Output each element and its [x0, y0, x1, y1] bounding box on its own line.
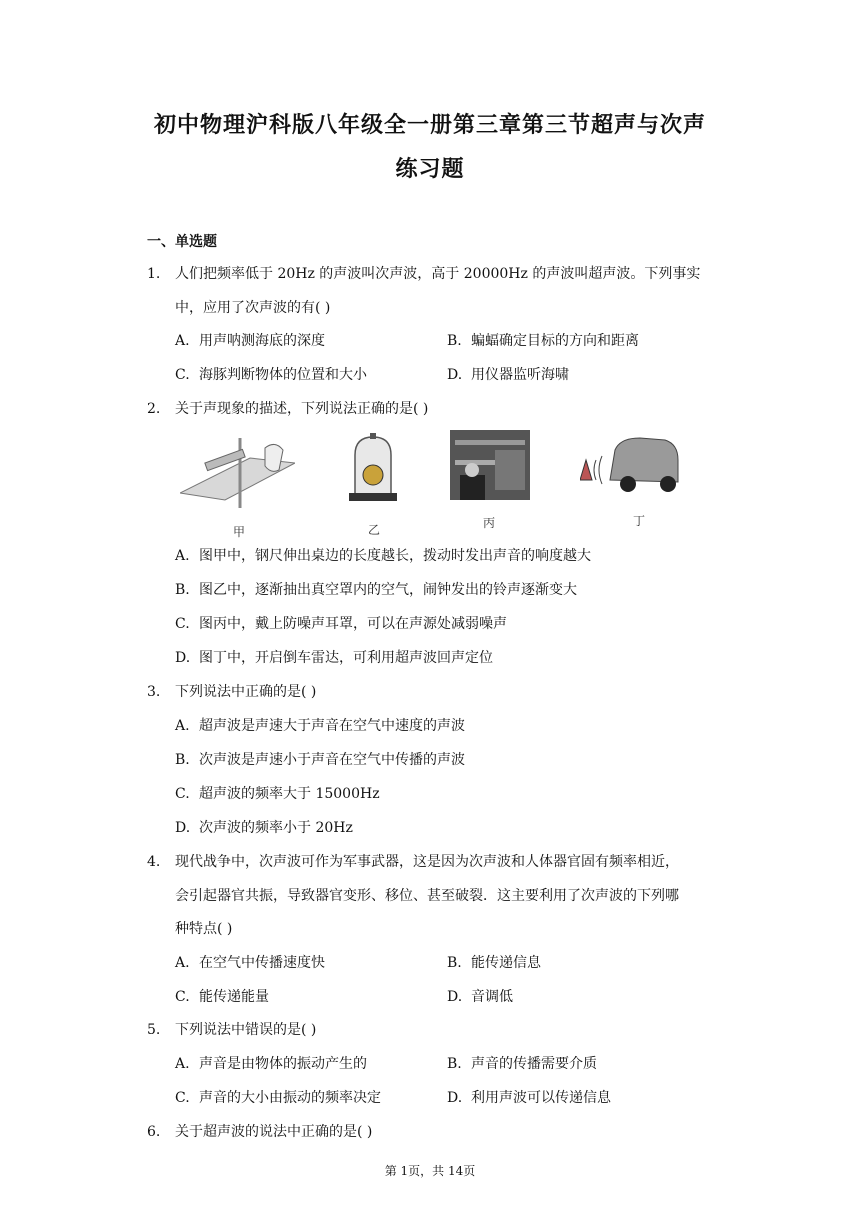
- question-text: 人们把频率低于 20Hz 的声波叫次声波，高于 20000Hz 的声波叫超声波。下列事实: [175, 266, 701, 282]
- option-text: 蝙蝠确定目标的方向和距离: [471, 333, 639, 349]
- page-footer: 第 1页，共 14页: [384, 1164, 476, 1178]
- option-text: 超声波的频率大于 15000Hz: [199, 786, 380, 802]
- option-letter: C.: [175, 367, 190, 383]
- option-c: [175, 365, 367, 385]
- figure-row: [175, 428, 695, 538]
- option-letter: A.: [175, 548, 190, 564]
- option-c: [175, 1088, 381, 1108]
- bell-jar-figure: [343, 433, 403, 503]
- option-a: [175, 1054, 367, 1074]
- option-b: [447, 331, 639, 351]
- option-letter: A.: [175, 1056, 190, 1072]
- option-text: 用声呐测海底的深度: [199, 333, 325, 349]
- option-letter: D.: [447, 1090, 463, 1106]
- option-text: 次声波是声速小于声音在空气中传播的声波: [199, 752, 465, 768]
- option-a: [175, 331, 325, 351]
- option-text: 能传递信息: [471, 955, 541, 971]
- option-letter: C.: [175, 1090, 190, 1106]
- option-d: [447, 987, 513, 1007]
- option-b: [175, 750, 465, 770]
- figure-label: 甲: [233, 525, 246, 539]
- option-letter: B.: [175, 752, 190, 768]
- figure-label: 丙: [483, 516, 496, 530]
- option-text: 图丁中，开启倒车雷达，可利用超声波回声定位: [199, 650, 493, 666]
- question-number: 2.: [147, 401, 161, 417]
- option-letter: A.: [175, 333, 190, 349]
- question-number: 5.: [147, 1022, 161, 1038]
- option-d: [175, 818, 353, 838]
- page-title-line2: 练习题: [395, 157, 465, 182]
- question-number: 4.: [147, 854, 161, 870]
- option-c: [175, 987, 269, 1007]
- option-a: [175, 716, 465, 736]
- option-a: [175, 953, 325, 973]
- question-number: 6.: [147, 1124, 161, 1140]
- question-number: 1.: [147, 266, 161, 282]
- option-text: 次声波的频率小于 20Hz: [199, 820, 353, 836]
- ruler-figure: [180, 438, 295, 508]
- option-b: [175, 580, 577, 600]
- option-text: 利用声波可以传递信息: [471, 1090, 611, 1106]
- option-text: 图乙中，逐渐抽出真空罩内的空气，闹钟发出的铃声逐渐变大: [199, 582, 577, 598]
- option-text: 用仪器监听海啸: [471, 367, 569, 383]
- question-text: 会引起器官共振，导致器官变形、移位、甚至破裂．这主要利用了次声波的下列哪: [175, 888, 679, 904]
- option-letter: D.: [447, 989, 463, 1005]
- option-text: 在空气中传播速度快: [199, 955, 325, 971]
- option-letter: C.: [175, 616, 190, 632]
- question-text: 下列说法中正确的是( ): [175, 684, 317, 700]
- option-text: 图甲中，钢尺伸出桌边的长度越长，拨动时发出声音的响度越大: [199, 548, 591, 564]
- option-d: [447, 365, 569, 385]
- section-heading: 一、单选题: [147, 234, 217, 250]
- car-figure: [580, 430, 680, 500]
- question-text: 关于声现象的描述，下列说法正确的是( ): [175, 401, 429, 417]
- option-text: 图丙中，戴上防噪声耳罩，可以在声源处减弱噪声: [199, 616, 507, 632]
- question-text: 关于超声波的说法中正确的是( ): [175, 1124, 373, 1140]
- option-text: 声音的传播需要介质: [471, 1056, 597, 1072]
- option-d: [175, 648, 493, 668]
- question-number: 3.: [147, 684, 161, 700]
- question-text: 现代战争中，次声波可作为军事武器，这是因为次声波和人体器官固有频率相近，: [175, 854, 679, 870]
- option-c: [175, 614, 507, 634]
- option-text: 声音的大小由振动的频率决定: [199, 1090, 381, 1106]
- option-letter: B.: [447, 1056, 462, 1072]
- option-letter: D.: [175, 820, 191, 836]
- option-text: 海豚判断物体的位置和大小: [199, 367, 367, 383]
- option-letter: A.: [175, 955, 190, 971]
- option-text: 超声波是声速大于声音在空气中速度的声波: [199, 718, 465, 734]
- option-b: [447, 1054, 597, 1074]
- option-a: [175, 546, 591, 566]
- option-letter: D.: [175, 650, 191, 666]
- question-text: 种特点( ): [175, 921, 233, 937]
- option-letter: B.: [447, 333, 462, 349]
- question-text: 中，应用了次声波的有( ): [175, 300, 331, 316]
- option-text: 音调低: [471, 989, 513, 1005]
- page-title: 初中物理沪科版八年级全一册第三章第三节超声与次声: [153, 113, 706, 138]
- option-letter: B.: [447, 955, 462, 971]
- figure-label: 乙: [368, 523, 381, 537]
- option-letter: B.: [175, 582, 190, 598]
- option-letter: C.: [175, 786, 190, 802]
- option-text: 能传递能量: [199, 989, 269, 1005]
- option-c: [175, 784, 380, 804]
- option-d: [447, 1088, 611, 1108]
- option-letter: D.: [447, 367, 463, 383]
- figure-label: 丁: [633, 514, 646, 528]
- option-letter: A.: [175, 718, 190, 734]
- question-text: 下列说法中错误的是( ): [175, 1022, 317, 1038]
- option-b: [447, 953, 541, 973]
- option-letter: C.: [175, 989, 190, 1005]
- earmuff-figure: [450, 430, 530, 500]
- option-text: 声音是由物体的振动产生的: [199, 1056, 367, 1072]
